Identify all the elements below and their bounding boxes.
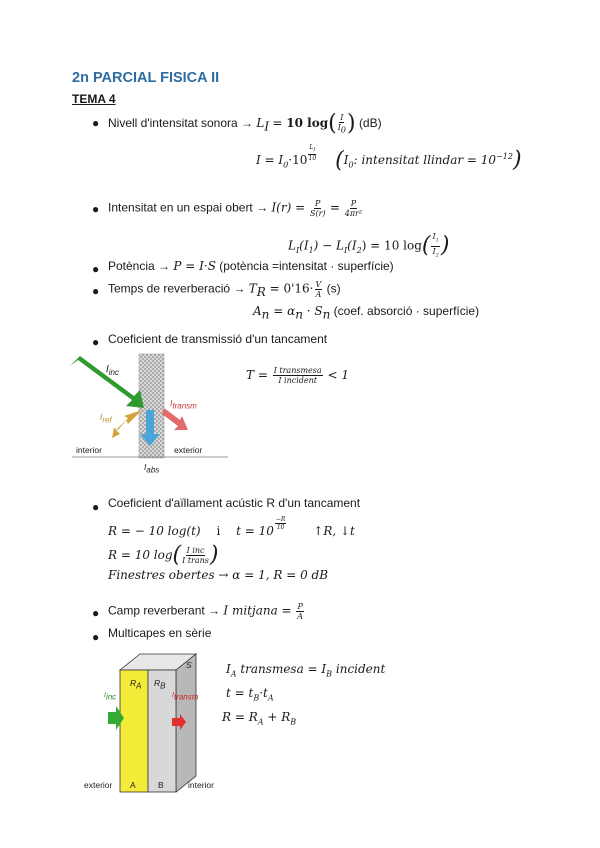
if-note-sub: 0 [348,160,354,170]
temps-fnum: V [315,280,322,289]
camp-fnum: P [297,602,303,611]
bullet-potencia: ● [92,262,100,276]
mf3-subB: B [290,717,297,727]
if-note-exp: −12 [496,152,513,161]
d2-label-interior: interior [188,780,214,790]
ail-r2: R = 10 log [108,548,173,562]
bullet-multi: ● [92,630,100,644]
if-exp-num: L [309,144,314,151]
d2-label-b: B [158,780,164,790]
diff-fnum: I [432,232,436,241]
diff-s1: 1 [308,245,314,255]
temps-eq: = 0'16· [265,281,314,296]
if-exp [308,144,316,162]
diff-frac [431,232,439,260]
ct-lhs: T = [246,368,272,382]
nivell-fraction [338,113,346,135]
ail-fnum: I inc [186,546,205,555]
abs-lhs: A [253,304,262,318]
nivell-den-sub: 0 [340,125,346,135]
obert-f1-den: S(r) [309,209,326,218]
potencia-label: Potència → [108,259,174,273]
aillament-r1 [108,516,355,538]
obert-lhs: I(r) = [271,200,309,215]
camp-frac [296,602,303,621]
potencia-line [108,259,394,273]
potencia-note: (potència =intensitat · superfície) [215,259,394,273]
abs-dot: · S [302,304,323,318]
nivell-num: I [340,113,344,122]
nivell-den: I [337,123,341,132]
potencia-formula: P = I·S [173,259,216,273]
temps-unit: (s) [323,281,341,296]
temps-fden: A [315,290,322,299]
diff-s2: 2 [356,245,362,255]
nivell-unit: (dB) [358,115,382,130]
diff-l1: L [288,238,296,253]
reflected-arrow [112,410,142,438]
ail-fden: I trans [182,556,209,565]
d2-label-ra: $R_A$ [130,678,142,691]
d2-label-s: S [186,660,192,670]
diff-p2: (I [299,238,309,253]
diff-subi1: I [295,245,300,255]
intensitat-formula: $I = I_0\cdot 10$ $\frac{L_I}{10}$ ($I_0$: intensitat llindar = $10^{-12}$) [256,144,522,173]
label-inc: $I_{inc}$ [106,364,120,377]
ct-fden: I incident [278,376,318,385]
ct-fnum: I transmesa [273,366,322,375]
nivell-lhs: L [256,115,265,130]
obert-f1-num: P [315,199,321,208]
multilayer-diagram [84,650,218,795]
label-ref: $I_{ref}$ [100,412,112,425]
bullet-camp: ● [92,606,100,620]
mf3b: + R [263,710,291,724]
bullet-obert: ● [92,202,100,216]
if-dot: ·10 [288,153,308,167]
mf1c: incident [332,662,386,676]
transmitted-arrow [162,408,188,430]
mf1b: transmesa = I [236,662,327,676]
d2-label-exterior: exterior [84,780,113,790]
obert-f2-den: 4πr² [344,209,363,218]
diff-subi2: I [344,245,348,255]
bullet-aillament: ● [92,500,100,514]
multi-label: Multicapes en sèrie [108,626,212,640]
ail-r1: R = − 10 log(t) [108,524,201,538]
diff-fden-sub: 2 [435,252,439,259]
bullet-temps: ● [92,284,100,298]
camp-fden: A [297,612,304,621]
abs-sub1: n [261,307,270,322]
abs-sub3: n [322,307,331,322]
ail-frac [182,546,209,565]
coef-trans-label: Coeficient de transmissió d'un tancament [108,332,328,346]
coef-trans-formula [246,366,349,385]
temps-line [108,280,341,299]
ail-exp-den: 10 [276,524,285,531]
obert-frac2 [345,199,362,218]
mf3: R = R [222,710,258,724]
mf2-subA: A [267,693,274,703]
section-title: TEMA 4 [72,92,116,106]
multi-f2 [226,686,274,702]
if-sub: 0 [283,160,289,170]
camp-label: Camp reverberant → [108,603,224,618]
ct-frac [273,366,323,385]
camp-line [108,602,305,621]
label-abs: $I_{abs}$ [144,462,160,475]
ail-exp-num: −R [275,516,286,523]
ail-exp [275,516,287,531]
diff-p5: ) = 10 log [361,238,422,253]
page-title: 2n PARCIAL FISICA II [72,70,220,86]
obert-frac1 [310,199,326,218]
diff-fnum-sub: 1 [435,237,439,244]
aillament-r3: Finestres obertes → α = 1, R = 0 dB [108,568,329,582]
label-interior: interior [76,445,102,455]
camp-formula: I mitjana = [223,603,296,618]
label-trans: $I_{transm}$ [170,398,197,411]
aillament-r2: R = 10 log( $\frac{\text{I inc}}{\text{I trans}}$ ) [108,542,219,568]
if-lhs: I = I [256,153,284,167]
obert-label: Intensitat en un espai obert → [108,200,272,215]
mf3-subA: A [257,717,264,727]
mf1a: I [226,662,231,676]
aillament-label: Coeficient d'aïllament acústic R d'un tancament [108,496,361,510]
abs-sub2: n [295,307,303,322]
d2-label-inc: $I_{inc}$ [104,692,117,702]
temps-label: Temps de reverberació → [108,281,249,296]
diff-p4: (I [347,238,357,253]
diff-p3: ) − L [313,238,344,253]
mf2-subB: B [253,693,260,703]
if-exp-sub: I [313,147,316,154]
ail-teq: t = 10 [236,524,274,538]
if-note-text: : intensitat llindar = 10 [353,153,497,167]
d2-label-rb: $R_B$ [154,678,166,691]
multi-f1 [226,662,385,678]
nivell-lhs-sub: I [264,119,270,134]
label-exterior: exterior [174,445,203,455]
transmission-diagram [70,350,230,480]
obert-f2-num: P [350,199,357,208]
nivell-line: Nivell d'intensitat sonora → $L_I = 10$ log( $\frac{I}{I_0}$ ) (dB) [108,110,382,136]
multi-f3 [222,710,296,726]
ail-arrows: ↑R, ↓t [313,524,355,538]
ail-i: i [216,524,221,538]
bullet-nivell: ● [92,116,100,130]
bullet-coef-trans: ● [92,335,100,349]
obert-line: Intensitat en un espai obert → I(r) = $\frac{P}{S(r)}$ = $\frac{P}{\text{4πr²}}$ [108,199,363,218]
mf2: t = t [226,686,254,700]
mf2b: ·t [259,686,268,700]
diff-formula: $L_I(I_1) - L_I(I_2) = 10$ log( $\frac{I_1}{I_2}$ ) [288,232,450,259]
if-exp-den: 10 [308,155,317,163]
temps-lhs: T [248,281,257,296]
temps-sub: R [256,285,266,300]
if-note: I [343,153,349,167]
nivell-label: Nivell d'intensitat sonora → [108,115,257,130]
absorcio-line [253,304,479,321]
d2-label-a: A [130,780,136,790]
nivell-coef: 10 log [286,115,329,130]
mf1-subA: A [230,669,237,679]
d2-label-trans: $I_{transm}$ [172,692,199,702]
ct-rhs: < 1 [323,368,349,382]
abs-note: (coef. absorció · superfície) [330,304,480,318]
diff-fden: I [432,246,436,256]
abs-eq: = α [269,304,296,318]
temps-frac [315,280,323,299]
mf1-subB: B [326,669,333,679]
